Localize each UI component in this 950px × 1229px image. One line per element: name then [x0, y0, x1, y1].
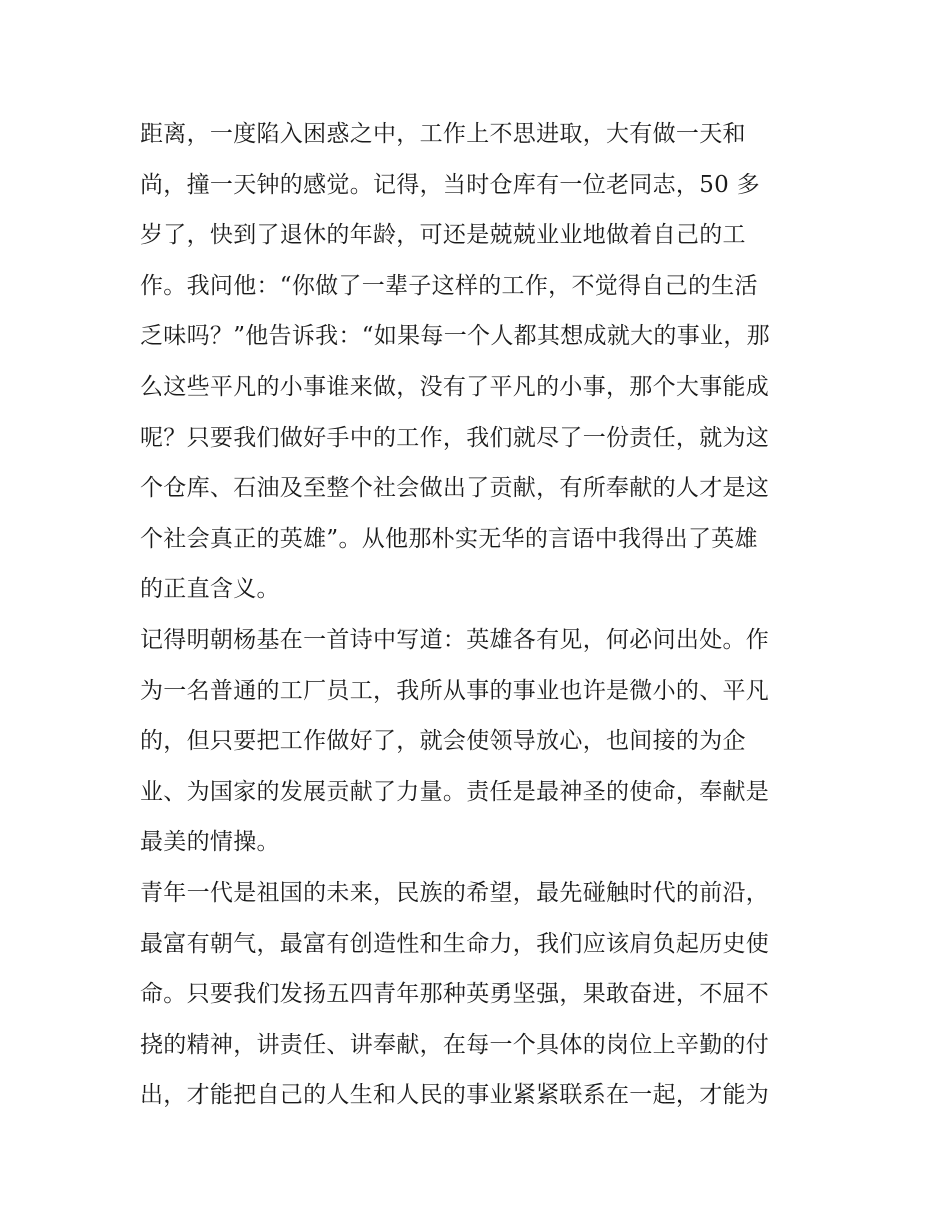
text-line: 最富有朝气，最富有创造性和生命力，我们应该肩负起历史使 [140, 930, 770, 957]
text-line: 作。我问他：“你做了一辈子这样的工作，不觉得自己的生活 [140, 272, 758, 299]
text-line: 个仓库、石油及至整个社会做出了贡献，有所奉献的人才是这 [140, 475, 770, 502]
body-text [140, 109, 820, 1121]
text-line: 个社会真正的英雄”。从他那朴实无华的言语中我得出了英雄 [140, 525, 758, 552]
text-line: 的正直含义。 [140, 576, 280, 603]
text-line: 尚，撞一天钟的感觉。记得，当时仓库有一位老同志，50 多 [140, 171, 760, 198]
text-line: 距离，一度陷入困惑之中，工作上不思进取，大有做一天和 [140, 121, 746, 147]
text-line: 业、为国家的发展贡献了力量。责任是最神圣的使命，奉献是 [140, 778, 770, 805]
text-line: 岁了，快到了退休的年龄，可还是兢兢业业地做着自己的工 [140, 222, 746, 249]
text-line: 最美的情操。 [140, 829, 280, 856]
text-line: 出，才能把自己的人生和人民的事业紧紧联系在一起，才能为 [140, 1082, 770, 1109]
text-line: 的，但只要把工作做好了，就会使领导放心，也间接的为企 [140, 728, 746, 755]
text-line: 呢？只要我们做好手中的工作，我们就尽了一份责任，就为这 [140, 424, 770, 451]
text-line: 青年一代是祖国的未来，民族的希望，最先碰触时代的前沿， [140, 879, 770, 906]
text-line: 么这些平凡的小事谁来做，没有了平凡的小事，那个大事能成 [140, 373, 770, 400]
text-line: 挠的精神，讲责任、讲奉献，在每一个具体的岗位上辛勤的付 [140, 1031, 770, 1058]
text-line: 乏味吗？”他告诉我：“如果每一个人都其想成就大的事业，那 [140, 323, 770, 350]
text-line: 为一名普通的工厂员工，我所从事的事业也许是微小的、平凡 [140, 677, 770, 704]
text-line: 命。只要我们发扬五四青年那种英勇坚强，果敢奋进，不屈不 [140, 981, 770, 1008]
text-line: 记得明朝杨基在一首诗中写道：英雄各有见，何必问出处。作 [140, 626, 770, 653]
